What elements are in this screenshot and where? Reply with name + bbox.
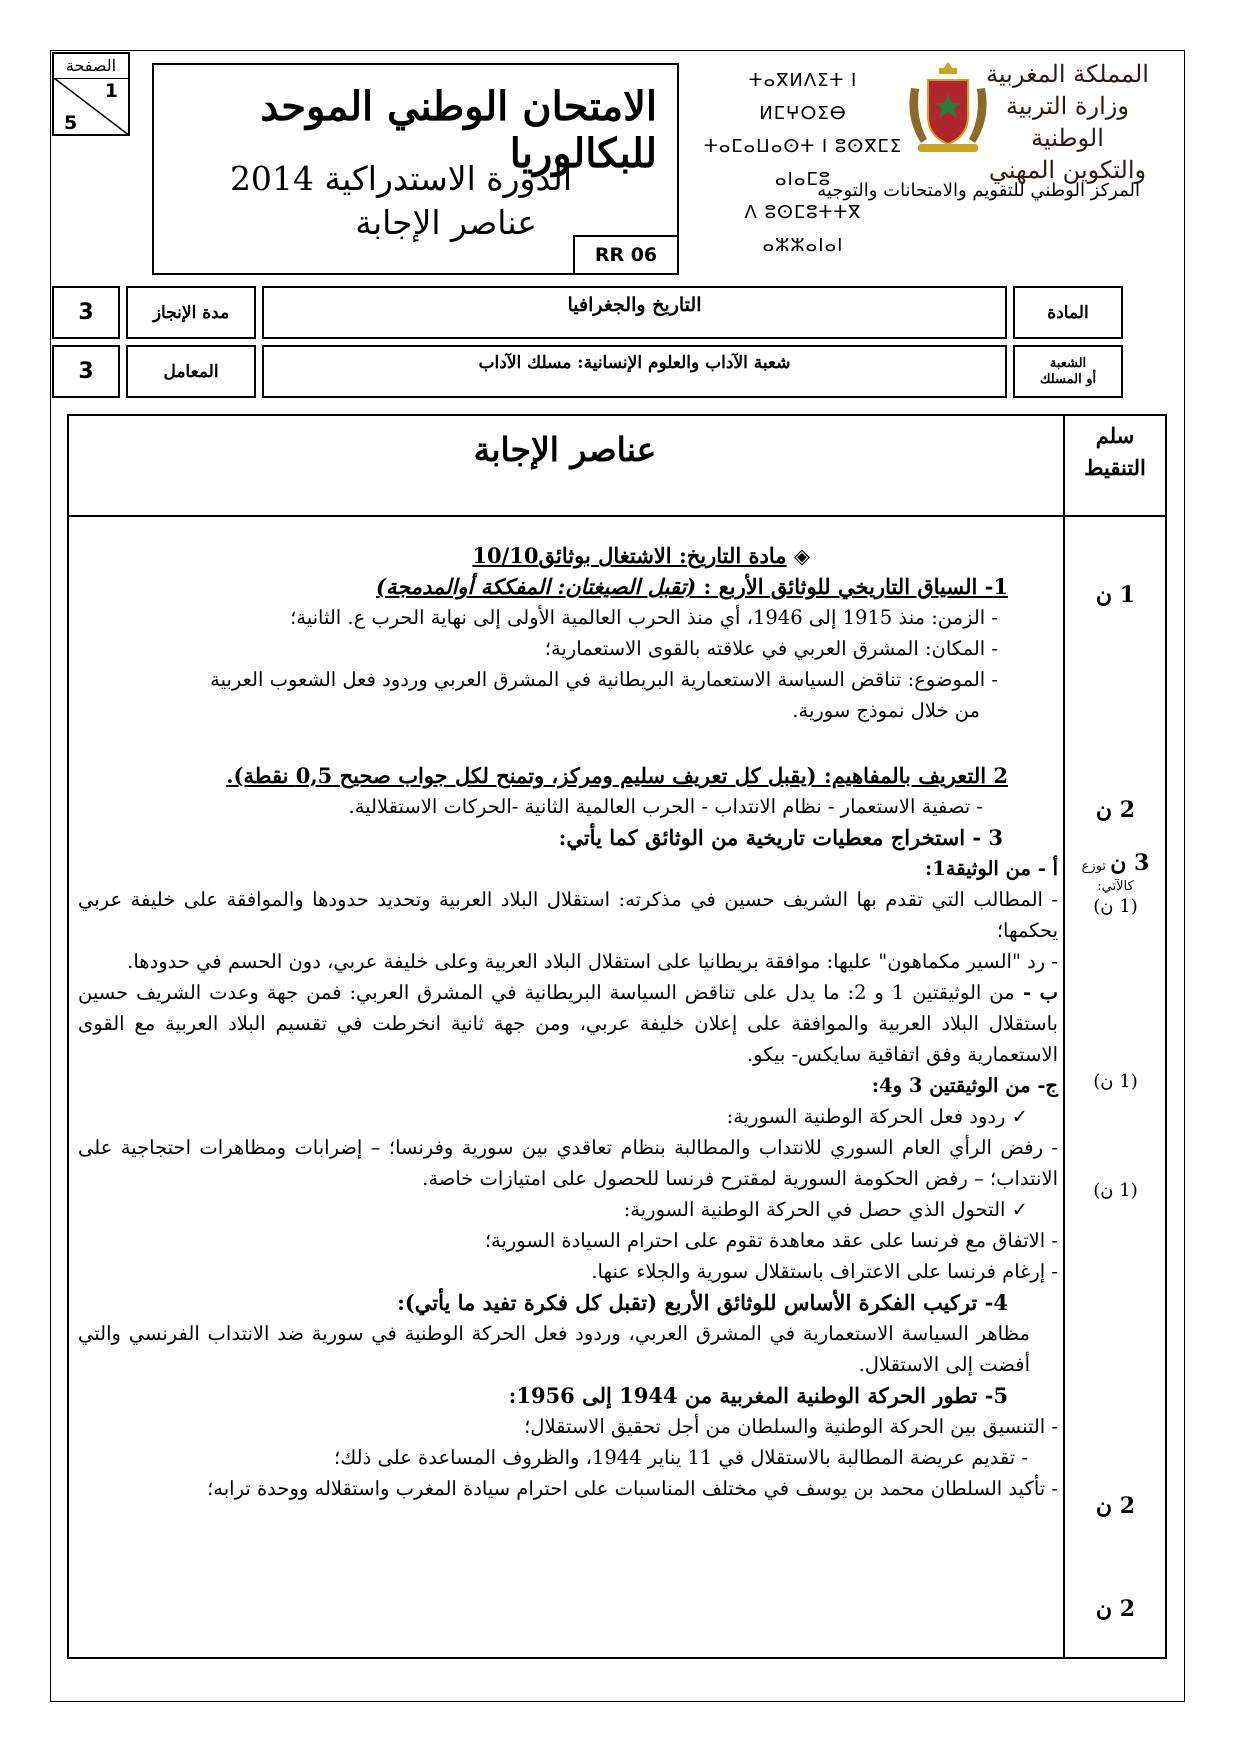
duration-value: 3	[52, 286, 120, 339]
tifinagh-line-2: ⵜⴰⵎⴰⵡⴰⵙⵜ ⵏ ⵓⵙⴳⵎⵉ ⴰⵏⴰⵎⵓ	[703, 136, 903, 190]
q3-part-b-text: من الوثيقتين 1 و 2: ما يدل على تناقض السياسة البريطانية في المشرق العربي: فمن جهة وعدت الشريف حسين باستقلال البلاد العربية والموافقة على إعلان خليفة عربي، ومن جهة ثانية انخرطت في تقسيم البلاد العربية مع القوى الاستعمارية وفق اتفاقية سايكس- بيكو.	[78, 981, 1058, 1066]
q5-line-3: - تأكيد السلطان محمد بن يوسف في مختلف المناسبات على احترام سيادة المغرب واستقلاله ووحدة ترابه؛	[207, 1477, 1058, 1500]
question-1-title	[78, 571, 1008, 602]
question-2-title	[78, 760, 1008, 791]
q3-part-b	[78, 977, 1058, 1070]
coat-of-arms-icon	[903, 58, 993, 158]
subject-value: التاريخ والجغرافيا	[262, 286, 1007, 339]
score-q3-box	[1068, 850, 1163, 917]
answer-content	[78, 540, 1058, 1504]
q1-line-time: - الزمن: منذ 1915 إلى 1946، أي منذ الحرب العالمية الأولى إلى نهاية الحرب ع. الثانية؛	[290, 606, 998, 629]
score-q2: 2 ن	[1095, 797, 1136, 823]
table-header-title: عناصر الإجابة	[473, 430, 657, 469]
q3-c-reactions: - رفض الرأي العام السوري للانتداب والمطالبة بنظام تعاقدي بين سورية وفرنسا؛ – إضرابات ومظاهرات احتجاجية على الانتداب؛ – رفض الحكومة السورية لمقترح فرنسا للحصول على امتيازات خاصة.	[78, 1136, 1058, 1190]
section-heading	[78, 540, 810, 571]
ministry-line-1: المملكة المغربية	[986, 60, 1149, 88]
score-q3-a: (1 ن)	[1093, 896, 1138, 917]
q3-a-line-2: - رد "السير مكماهون" عليها: موافقة بريطانيا على استقلال البلاد العربية وعلى خليفة عربي، دون الحسم في حدودها.	[127, 950, 1058, 973]
question-1-note: (تقبل الصيغتان: المفككة أوالمدمجة)	[376, 574, 697, 599]
page-label: الصفحة	[54, 56, 128, 79]
score-q3: 3 ن	[1110, 850, 1150, 876]
section-score: 10/10	[472, 543, 539, 568]
page-number-box	[52, 52, 130, 136]
question-2-note: (يقبل كل تعريف سليم ومركز، وتمنح لكل جواب صحيح 0,5 نقطة).	[226, 763, 817, 788]
question-3-title: 3 - استخراج معطيات تاريخية من الوثائق كما يأتي:	[558, 825, 1003, 850]
q3-c-transformation-title: ✓ التحول الذي حصل في الحركة الوطنية السورية:	[623, 1198, 1028, 1221]
q1-line-topic: - الموضوع: تناقض السياسة الاستعمارية البريطانية في المشرق العربي وردود فعل الشعوب العربية	[210, 668, 998, 691]
exam-session: الدورة الاستدراكية 2014	[229, 159, 572, 198]
q1-line-place: - المكان: المشرق العربي في علاقته بالقوى الاستعمارية؛	[544, 637, 998, 660]
branch-label-line-2: أو المسلك	[1039, 371, 1097, 387]
q3-c-transformation-2: - إرغام فرنسا على الاعتراف باستقلال سورية والجلاء عنها.	[591, 1260, 1058, 1283]
score-q3-c: (1 ن)	[1093, 1180, 1138, 1201]
q5-line-2: - تقديم عريضة المطالبة بالاستقلال في 11 يناير 1944، والظروف المساعدة على ذلك؛	[334, 1446, 1028, 1469]
q3-a-line-1: - المطالب التي تقدم بها الشريف حسين في مذكرته: استقلال البلاد العربية وتحديد حدودها والموافقة على خليفة عربي يحكمها؛	[78, 888, 1058, 942]
score-q3-note-1: توزع	[1081, 859, 1107, 874]
duration-label: مدة الإنجاز	[126, 286, 256, 339]
question-4-title: 4- تركيب الفكرة الأساس للوثائق الأربع (تقبل كل فكرة تفيد ما يأتي):	[397, 1290, 1008, 1315]
ministry-name	[985, 58, 1150, 186]
q2-concepts: - تصفية الاستعمار - نظام الانتداب - الحرب العالمية الثانية -الحركات الاستقلالية.	[348, 795, 983, 818]
page-current: 1	[104, 80, 118, 102]
q3-part-c: ج- من الوثيقتين 3 و4:	[871, 1074, 1058, 1097]
q5-line-1: - التنسيق بين الحركة الوطنية والسلطان من أجل تحقيق الاستقلال؛	[524, 1415, 1058, 1438]
table-header-divider	[67, 515, 1167, 517]
score-q5: 2 ن	[1095, 1596, 1136, 1622]
q3-c-reactions-title: ✓ ردود فعل الحركة الوطنية السورية:	[726, 1105, 1028, 1128]
tifinagh-header	[703, 64, 903, 262]
section-title: مادة التاريخ: الاشتغال بوثائق	[538, 543, 787, 568]
exam-code: RR 06	[573, 235, 679, 275]
score-q3-b: (1 ن)	[1093, 1071, 1138, 1092]
tifinagh-line-1: ⵜⴰⴳⵍⴷⵉⵜ ⵏ ⵍⵎⵖⵔⵉⴱ	[748, 70, 858, 124]
branch-label-line-1: الشعبة	[1049, 355, 1087, 371]
ministry-line-3: والتكوين المهني	[988, 156, 1147, 184]
exam-title: الامتحان الوطني الموحد للبكالوريا	[260, 83, 657, 177]
score-q1: 1 ن	[1095, 582, 1136, 608]
subject-label: المادة	[1013, 286, 1123, 339]
q4-text: مظاهر السياسة الاستعمارية في المشرق العربي، وردود فعل الحركة الوطنية في سورية ضد الانتداب الفرنسي والتي أفضت إلى الاستقلال.	[78, 1322, 1030, 1376]
ministry-line-2: وزارة التربية الوطنية	[1006, 92, 1129, 152]
score-header-line-2: التنقيط	[1084, 455, 1146, 480]
tifinagh-line-3: ⴷ ⵓⵙⵎⵓⵜⵜⴳ ⴰⵣⵣⴰⵏⴰⵏ	[744, 202, 862, 256]
score-column-header	[1065, 420, 1165, 484]
score-q3-note-2: كالآتي:	[1097, 879, 1134, 894]
doc-type: عناصر الإجابة	[355, 203, 537, 242]
page-total: 5	[64, 112, 78, 134]
q3-part-b-label: ب -	[1014, 981, 1058, 1004]
score-q4: 2 ن	[1095, 1493, 1136, 1519]
q3-c-transformation-1: - الاتفاق مع فرنسا على عقد معاهدة تقوم على احترام السيادة السورية؛	[484, 1229, 1058, 1252]
q3-part-a	[78, 853, 1058, 884]
diamond-bullet-icon: ◈	[793, 543, 810, 568]
branch-label	[1013, 345, 1123, 398]
coefficient-label: المعامل	[126, 345, 256, 398]
q1-line-topic-cont: من خلال نموذج سورية.	[792, 699, 980, 722]
question-1-label: 1- السياق التاريخي للوثائق الأربع :	[696, 574, 1008, 599]
branch-value: شعبة الآداب والعلوم الإنسانية: مسلك الآداب	[262, 345, 1007, 398]
table-column-divider	[1063, 414, 1065, 1659]
exam-center-name: المركز الوطني للتقويم والامتحانات والتوجيه	[817, 180, 1140, 201]
question-2-label: 2 التعريف بالمفاهيم:	[816, 763, 1008, 788]
q3-part-a-label: أ - من الوثيقة1:	[924, 857, 1058, 880]
question-5-title: 5- تطور الحركة الوطنية المغربية من 1944 إلى 1956:	[508, 1383, 1008, 1408]
score-header-line-1: سلم	[1095, 423, 1135, 448]
coefficient-value: 3	[52, 345, 120, 398]
